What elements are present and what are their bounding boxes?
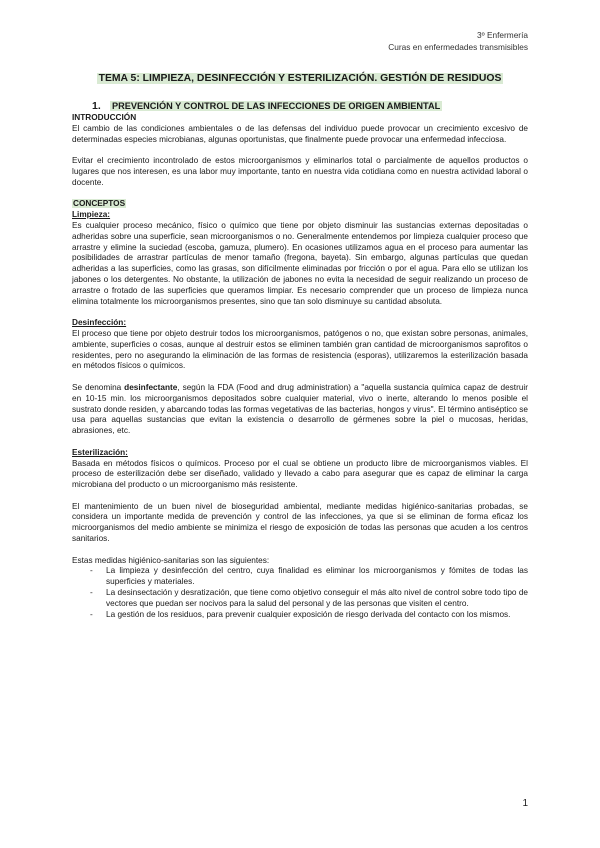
- desinfeccion-paragraph-2: Se denomina desinfectante, según la FDA (Food and drug administration) a "aquella sustancia química capaz de destruir en 10-15 min. los microorganismos depositados sobre cualquier material, vivo o inerte, alterando lo menos posible el sustrato donde residen, y abarcando todas las formas vegetativas de las bacterias, hongos y virus". El término antiséptico se usa para aquellas sustancias que evitan la existencia o desarrollo de gérmenes sobre la piel o mucosas, heridas, abrasiones, etc.: [72, 382, 529, 436]
- desinfectante-term: desinfectante: [124, 382, 178, 392]
- intro-heading: INTRODUCCIÓN: [72, 113, 137, 122]
- esterilizacion-heading: Esterilización:: [72, 447, 128, 457]
- header-subject: Curas en enfermedades transmisibles: [388, 41, 528, 52]
- intro-paragraph-2: Evitar el crecimiento incontrolado de estos microorganismos y eliminarlos total o parcialmente de aquellos productos o lugares que nos interesen, es una labor muy importante, tanto en nuestra vida cotidiana como en nuestra actividad laboral o docente.: [72, 156, 528, 187]
- esterilizacion-paragraph-2: El mantenimiento de un buen nivel de bioseguridad ambiental, mediante medidas higiénico-sanitarias probadas, se considera un importante medida de prevención y control de las infecciones, ya que si se eliminan de forma eficaz los microorganismos del medio ambiente se minimiza el riesgo de exposición de todas las personas que acuden a los centros sanitarios.: [72, 501, 528, 544]
- measures-list: [72, 566, 528, 620]
- page-title: [72, 72, 528, 85]
- section-number: 1.: [92, 100, 101, 112]
- list-item: - La desinsectación y desratización, que tiene como objetivo conseguir el más alto nivel de control sobre todo tipo de vectores que puedan ser nocivos para la salud del personal y de las personas que visiten el centro.: [72, 588, 528, 610]
- list-item: - La limpieza y desinfección del centro, cuya finalidad es eliminar los microorganismos y fómites de todas las superficies y materiales.: [72, 566, 528, 588]
- limpieza-paragraph: Es cualquier proceso mecánico, físico o químico que tiene por objeto disminuir las sustancias externas depositadas o adheridas sobre una superficie, sean microorganismos o no. Generalmente entendemos por limpieza cualquier proceso que arrastre y elimine la suciedad (escoba, gamuza, plumero). En ocasiones utilizamos agua en el proceso para aumentar las posibilidades de arrastrar partículas de menor tamaño (fregona, bayeta). Sin embargo, algunas partículas que quedan adheridas a las superficies, como las grasas, son difícilmente eliminadas por fricción o por el agua. Para ello se utilizan los jabones o los detergentes. No obstante, la utilización de jabones no evita la necesidad de seguir realizando un proceso de arrastre o frotado de las superficies que queramos limpiar. Es necesario comprender que un proceso de limpieza nunca elimina totalmente los microorganismos presentes, sino que tan solo disminuye su cantidad absoluta.: [72, 220, 528, 306]
- intro-paragraph-1: El cambio de las condiciones ambientales o de las defensas del individuo puede provocar un crecimiento excesivo de determinadas especies microbianas, algunas oportunistas, que finalmente puede provocar una enfermedad infecciosa.: [72, 123, 528, 144]
- list-item: - La gestión de los residuos, para prevenir cualquier exposición de riesgo derivada del contacto con los mismos.: [72, 610, 528, 621]
- section-title: PREVENCIÓN Y CONTROL DE LAS INFECCIONES DE ORIGEN AMBIENTAL: [112, 101, 441, 111]
- section-heading: [92, 100, 442, 112]
- desinfeccion-paragraph-1: El proceso que tiene por objeto destruir todos los microorganismos, patógenos o no, que existan sobre personas, animales, ambiente, superficies o cosas, aunque al destruir estos se eliminen también gran cantidad de microorganismos saprofitos o residentes, pero no asegurando la eliminación de las formas de resistencia (esporas), utilizaremos la esterilización basada en métodos físicos o químicos.: [72, 328, 528, 371]
- document-body: [72, 113, 528, 620]
- running-header: [388, 30, 528, 53]
- esterilizacion-paragraph-1: Basada en métodos físicos o químicos. Proceso por el cual se obtiene un producto libre de microorganismos viables. El proceso de esterilización debe ser diseñado, validado y llevado a cabo para asegurar que es capaz de eliminar la carga microbiana del producto o un microorganismo más resistente.: [72, 458, 528, 490]
- concepts-heading: CONCEPTOS: [73, 199, 126, 209]
- limpieza-heading: Limpieza:: [72, 210, 111, 220]
- page-number: 1: [522, 798, 528, 809]
- desinfeccion-heading: Desinfección:: [72, 318, 127, 328]
- page-title-text: TEMA 5: LIMPIEZA, DESINFECCIÓN Y ESTERILIZACIÓN. GESTIÓN DE RESIDUOS: [98, 73, 502, 84]
- esterilizacion-paragraph-3: Estas medidas higiénico-sanitarias son las siguientes:: [72, 555, 270, 565]
- header-course: 3º Enfermería: [477, 30, 528, 40]
